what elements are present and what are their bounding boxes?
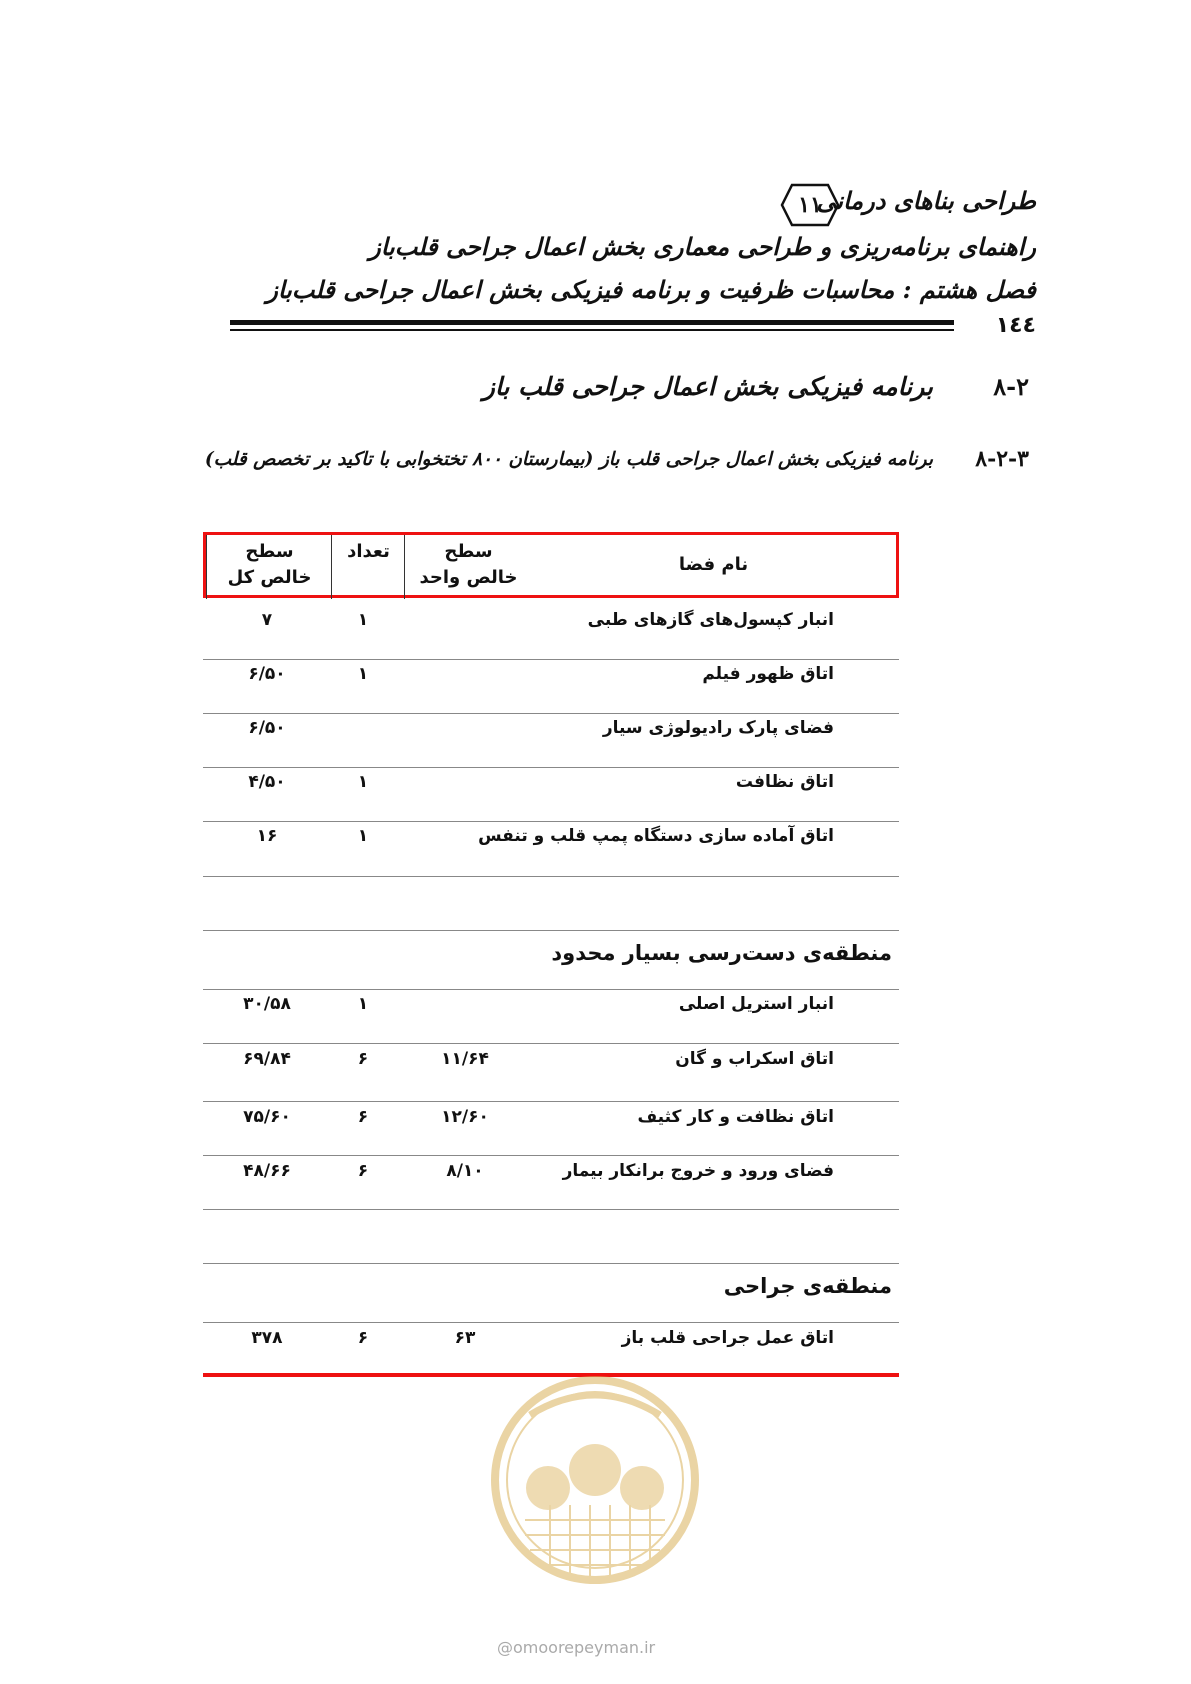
row-unit: ۱۲/۶۰ bbox=[441, 1107, 489, 1127]
row-divider bbox=[203, 659, 899, 660]
row-total: ۶/۵۰ bbox=[248, 664, 286, 684]
row-divider bbox=[203, 1043, 899, 1044]
guide-title: راهنمای برنامه‌ریزی و طراحی معماری بخش اعمال جراحی قلب‌باز bbox=[369, 232, 1036, 261]
row-unit: ۸/۱۰ bbox=[446, 1161, 484, 1181]
row-name: فضای ورود و خروج برانکار بیمار bbox=[562, 1161, 834, 1181]
row-divider bbox=[203, 989, 899, 990]
row-total: ۴/۵۰ bbox=[248, 772, 286, 792]
row-total: ۳۰/۵۸ bbox=[243, 994, 291, 1014]
zone-heading: منطقه‌ی جراحی bbox=[723, 1274, 892, 1298]
watermark-text: @omoorepeyman.ir bbox=[497, 1638, 656, 1657]
row-count: ۶ bbox=[357, 1107, 369, 1127]
row-divider bbox=[203, 1263, 899, 1264]
row-divider bbox=[203, 876, 899, 877]
row-total: ۷ bbox=[261, 610, 273, 630]
row-name: فضای پارک رادیولوژی سیار bbox=[602, 718, 834, 738]
row-name: اتاق ظهور فیلم bbox=[702, 664, 834, 684]
row-divider bbox=[203, 767, 899, 768]
row-name: اتاق نظافت و کار کثیف bbox=[637, 1107, 834, 1127]
row-count: ۱ bbox=[357, 826, 369, 846]
row-total: ۶/۵۰ bbox=[248, 718, 286, 738]
subsection-title: برنامه فیزیکی بخش اعمال جراحی قلب باز (بیمارستان ۸۰۰ تختخوابی با تاکید بر تخصص قلب) bbox=[204, 449, 933, 470]
row-divider bbox=[203, 1101, 899, 1102]
row-total: ۶۹/۸۴ bbox=[243, 1049, 291, 1069]
zone-heading: منطقه‌ی دست‌رسی بسیار محدود bbox=[551, 941, 892, 965]
row-divider bbox=[203, 713, 899, 714]
row-total: ۴۸/۶۶ bbox=[243, 1161, 291, 1181]
row-total: ۷۵/۶۰ bbox=[243, 1107, 291, 1127]
row-name: اتاق نظافت bbox=[735, 772, 834, 792]
watermark-logo-icon bbox=[490, 1370, 700, 1620]
row-count: ۶ bbox=[357, 1049, 369, 1069]
row-name: اتاق اسکراب و گان bbox=[675, 1049, 834, 1069]
row-name: انبار استریل اصلی bbox=[678, 994, 834, 1014]
row-divider bbox=[203, 821, 899, 822]
header-space-name: نام فضا bbox=[678, 554, 749, 575]
row-divider bbox=[203, 930, 899, 931]
chapter-title: فصل هشتم : محاسبات ظرفیت و برنامه فیزیکی بخش اعمال جراحی قلب‌باز bbox=[266, 275, 1036, 304]
table-header bbox=[203, 532, 899, 598]
row-divider bbox=[203, 1155, 899, 1156]
row-count: ۱ bbox=[357, 664, 369, 684]
row-name: اتاق آماده سازی دستگاه پمپ قلب و تنفس bbox=[478, 826, 834, 846]
header-unit-area: سطح خالص واحد bbox=[404, 535, 532, 599]
row-total: ۱۶ bbox=[256, 826, 278, 846]
row-count: ۶ bbox=[357, 1328, 369, 1348]
header-rule-thick bbox=[230, 320, 954, 325]
row-divider bbox=[203, 1209, 899, 1210]
section-title: برنامه فیزیکی بخش اعمال جراحی قلب باز bbox=[482, 372, 933, 401]
row-divider bbox=[203, 1322, 899, 1323]
row-unit: ۶۳ bbox=[454, 1328, 476, 1348]
row-count: ۱ bbox=[357, 610, 369, 630]
row-name: انبار کپسول‌های گازهای طبی bbox=[587, 610, 834, 630]
row-total: ۳۷۸ bbox=[251, 1328, 283, 1348]
row-name: اتاق عمل جراحی قلب باز bbox=[621, 1328, 834, 1348]
row-count: ۶ bbox=[357, 1161, 369, 1181]
header-rule-thin bbox=[230, 329, 954, 331]
row-count: ۱ bbox=[357, 994, 369, 1014]
book-title: طراحی بناهای درمانی bbox=[816, 186, 1036, 215]
header-count: تعداد bbox=[331, 535, 405, 599]
row-count: ۱ bbox=[357, 772, 369, 792]
volume-number: ۱۱ bbox=[798, 192, 822, 218]
page-number: ۱٤٤ bbox=[995, 313, 1036, 338]
subsection-number: ۸-۲-۳ bbox=[975, 446, 1029, 472]
volume-badge bbox=[780, 183, 840, 227]
header-total-area: سطح خالص کل bbox=[206, 535, 332, 599]
section-number: ۸-۲ bbox=[993, 372, 1029, 401]
row-unit: ۱۱/۶۴ bbox=[441, 1049, 489, 1069]
